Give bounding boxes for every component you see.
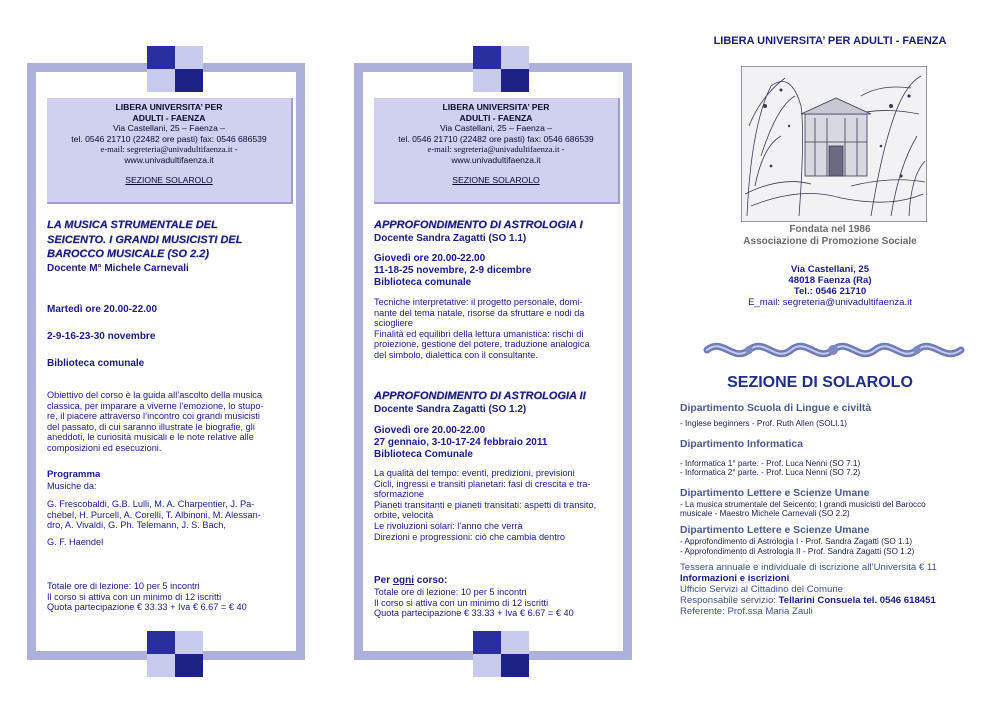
org-line2: ADULTI - FAENZA (132, 112, 206, 123)
course2-teacher: Docente Sandra Zagatti (SO 1.2) (374, 404, 527, 415)
course-day: Martedì ore 20.00-22.00 (47, 304, 158, 315)
org-line2: ADULTI - FAENZA (459, 112, 533, 123)
email: e-mail: segreteria@univadultifaenza.it - (427, 144, 565, 155)
dept1-item: - Inglese beginners - Prof. Ruth Allen (SOLI.1) (680, 419, 848, 428)
decor-squares-top-1 (147, 46, 203, 92)
tessera-info: Tessera annuale e individuale di iscrizione all’Università € 11 (680, 562, 937, 574)
dept1-title: Dipartimento Scuola di Lingue e civiltà (680, 403, 872, 414)
per-ogni-corso: Per ogni corso: (374, 575, 448, 586)
ornament-divider (703, 333, 965, 367)
decor-squares-top-2 (473, 46, 529, 92)
panel-course-astrology (354, 63, 632, 660)
course2-schedule: Giovedì ore 20.00-22.00 27 gennaio, 3-10-17-24 febbraio 2011 Biblioteca Comunale (374, 425, 548, 460)
cover-contacts: Via Castellani, 25 48018 Faenza (Ra) Tel.: 0546 21710 E_mail: segreteria@univadultifaenza.it (748, 264, 912, 308)
phone: tel. 0546 21710 (22482 ore pasti) fax: 0546 686539 (398, 133, 594, 144)
department-list (680, 403, 980, 617)
website: www.univadultifaenza.it (124, 154, 214, 165)
program-label: Programma (47, 469, 101, 480)
cover-org-title: LIBERA UNIVERSITA’ PER ADULTI - FAENZA (713, 35, 947, 47)
decor-squares-bottom-2 (473, 631, 529, 677)
building-engraving (741, 66, 927, 222)
section-label: SEZIONE SOLAROLO (452, 174, 540, 185)
dept4-title: Dipartimento Lettere e Scienze Umane (680, 524, 870, 536)
header-box (47, 98, 293, 204)
program-intro: Musiche da: (47, 481, 97, 491)
org-line1: LIBERA UNIVERSITA’ PER (442, 102, 550, 112)
referente: Referente: Prof.ssa Maria Zauli (680, 606, 813, 618)
dept2-item-2: - Informatica 2° parte. - Prof. Luca Nenni (SO 7.2) (680, 468, 861, 478)
panel-course-music (27, 63, 305, 660)
dept3-item-1: - La musica strumentale del Seicento; I grandi musicisti del Barocco (680, 499, 926, 509)
address: Via Castellani, 25 – Faenza – (439, 123, 553, 134)
course1-title: APPROFONDIMENTO DI ASTROLOGIA I (374, 219, 583, 231)
email: e-mail: segreteria@univadultifaenza.it - (100, 144, 238, 155)
dept3-item-2: musicale - Maestro Michele Carnevali (SO 2.2) (680, 509, 850, 519)
decor-squares-bottom-1 (147, 631, 203, 677)
dept2-title: Dipartimento Informatica (680, 438, 803, 450)
course-description: Obiettivo del corso è la guida all’ascolto della musica classica, per imparare a viverne l’emozione, lo stupo- re, il piacere attraverso l’incontro coi grandi musicisti del passato, di cui saranno illustrate le biografie, gli aneddoti, le curiosità musicali e le note relative alle composizioni ed esecuzioni. (47, 390, 264, 453)
dept2-item-1: - Informatica 1° parte. - Prof. Luca Nenni (SO 7.1) (680, 458, 861, 468)
founded-info: Fondata nel 1986 Associazione di Promozione Sociale (743, 224, 917, 247)
course1-text: Tecniche interpretative: il progetto personale, domi- nante del tema natale, risorse da sfruttare e nodi da sciogliere Finalità ed equilibri della lettura umanistica: rischi di proiezione, gestione del potere, traduzione analogica del simbolo, dialettica con il consultante. (374, 297, 590, 360)
course2-text: La qualità del tempo: eventi, predizioni, previsioni Cicli, ingressi e transiti planetari: fasi di crescita e tra- sformazione Pianeti transitanti e pianeti transitati: aspetti di transito, orbite, velocità Le rivoluzioni solari: l’anno che verrà Direzioni e progressioni: ciò che cambia dentro (374, 468, 597, 542)
office: Ufficio Servizi al Cittadino del Comune (680, 584, 843, 596)
website: www.univadultifaenza.it (451, 154, 541, 165)
course-place: Biblioteca comunale (47, 358, 145, 369)
dept4-item-2: - Approfondimento di Astrologia II - Prof. Sandra Zagatti (SO 1.2) (680, 546, 915, 556)
address: Via Castellani, 25 – Faenza – (112, 123, 226, 134)
header-box (374, 98, 620, 204)
dept3-title: Dipartimento Lettere e Scienze Umane (680, 487, 870, 499)
info-title: Informazioni e iscrizioni (680, 573, 790, 585)
composers-last: G. F. Haendel (47, 537, 104, 547)
phone: tel. 0546 21710 (22482 ore pasti) fax: 0546 686539 (71, 133, 267, 144)
responsible: Responsabile servizio: Tellarini Consuela tel. 0546 618451 (680, 595, 936, 607)
course2-title: APPROFONDIMENTO DI ASTROLOGIA II (374, 390, 586, 402)
course-totals: Totale ore di lezione: 10 per 5 incontri Il corso si attiva con un minimo di 12 iscritti Quota partecipazione € 33.33 + Iva € 6.67 = € 40 (374, 587, 574, 619)
course-teacher: Docente M° Michele Carnevali (47, 263, 189, 274)
section-title: SEZIONE DI SOLAROLO (727, 374, 913, 391)
course-title: LA MUSICA STRUMENTALE DEL SEICENTO. I GRANDI MUSICISTI DEL BAROCCO MUSICALE (SO 2.2) (47, 219, 243, 260)
section-label: SEZIONE SOLAROLO (125, 174, 213, 185)
dept4-item-1: - Approfondimento di Astrologia I - Prof. Sandra Zagatti (SO 1.1) (680, 536, 913, 546)
course1-teacher: Docente Sandra Zagatti (SO 1.1) (374, 233, 527, 244)
course1-schedule: Giovedì ore 20.00-22.00 11-18-25 novembre, 2-9 dicembre Biblioteca comunale (374, 253, 532, 288)
course-totals: Totale ore di lezione: 10 per 5 incontri Il corso si attiva con un minimo di 12 iscritti Quota partecipazione € 33.33 + Iva € 6.67 = € 40 (47, 581, 247, 613)
composers-list: G. Frescobaldi, G.B. Lulli, M. A. Charpentier, J. Pa- chebel, H. Purcell, A. Corelli, T. Albinoni, M. Alessan- dro, A. Vivaldi, G. Ph. Telemann, J. S. Bach, (47, 499, 261, 531)
course-dates: 2-9-16-23-30 novembre (47, 331, 156, 342)
org-line1: LIBERA UNIVERSITA’ PER (115, 102, 223, 112)
